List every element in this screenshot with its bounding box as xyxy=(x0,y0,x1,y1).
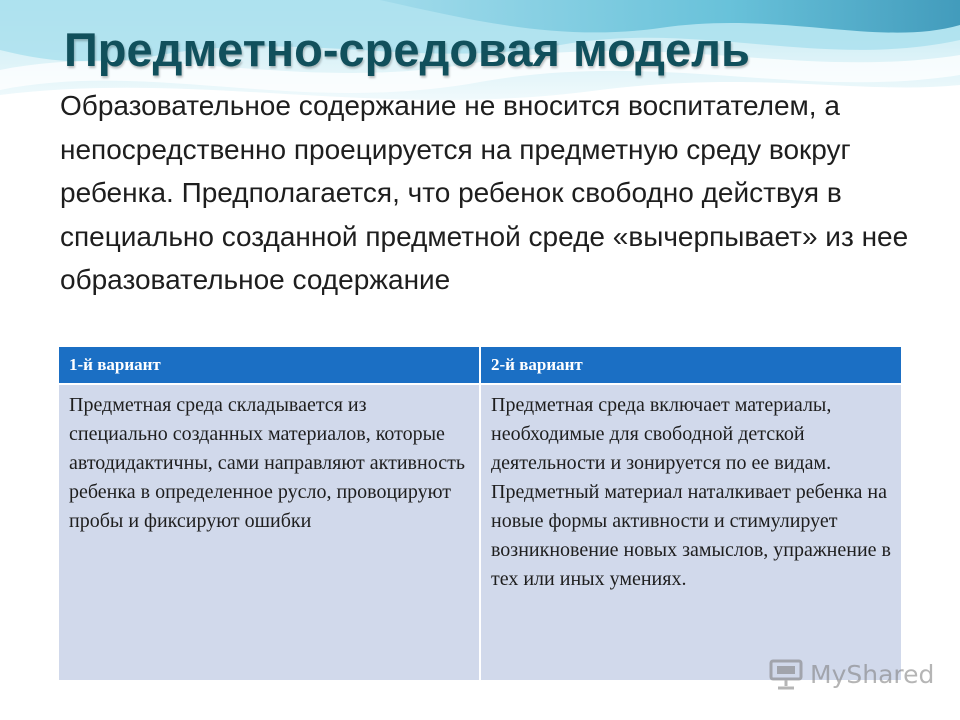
header-variant-1: 1-й вариант xyxy=(58,346,480,384)
header-variant-2: 2-й вариант xyxy=(480,346,902,384)
table-row xyxy=(58,384,902,681)
watermark-text: MyShared xyxy=(810,659,935,689)
intro-paragraph: Образовательное содержание не вносится воспитателем, а непосредственно проецируется на предметную среду вокруг ребенка. Предполагается, что ребенок свободно действуя в специально созданной предметной среде «вычерпывает» из нее образовательное содержание xyxy=(60,90,909,295)
cell-variant-2: Предметная среда включает материалы, необходимые для свободной детской деятельности и зонируется по ее видам. Предметный материал наталкивает ребенка на новые формы активности и стимулирует возникновение новых замыслов, упражнение в тех или иных умениях. xyxy=(480,384,902,681)
variants-table xyxy=(57,345,903,682)
table-header-row xyxy=(58,346,902,384)
presentation-board-icon xyxy=(768,658,804,690)
watermark xyxy=(768,656,934,692)
slide-title: Предметно-средовая модель xyxy=(64,23,750,76)
cell-variant-1: Предметная среда складывается из специально созданных материалов, которые автодидактичны, сами направляют активность ребенка в определенное русло, провоцируют пробы и фиксируют ошибки xyxy=(58,384,480,681)
